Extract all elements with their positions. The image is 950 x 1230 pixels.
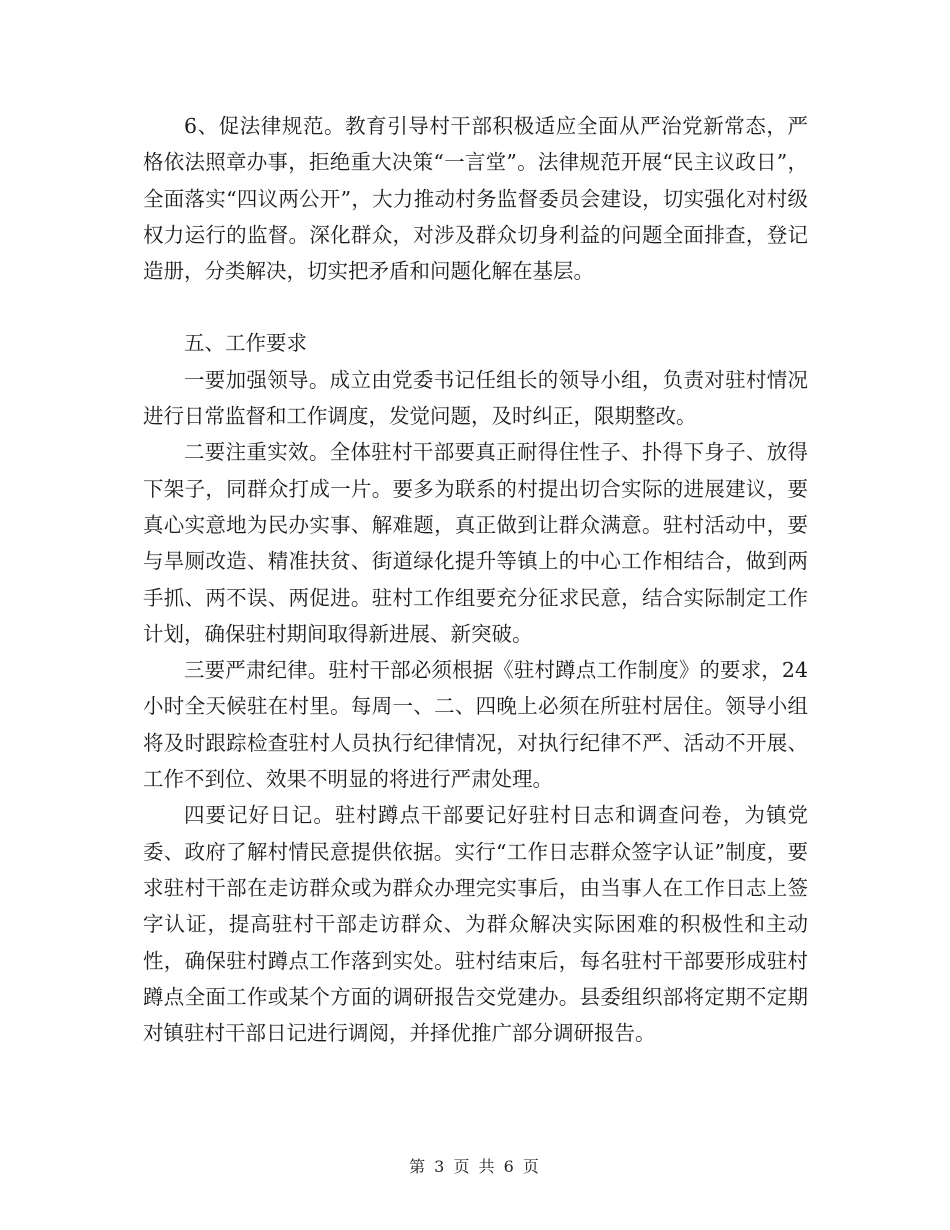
paragraph-effectiveness: 二要注重实效。全体驻村干部要真正耐得住性子、扑得下身子、放得下架子，同群众打成一片。要多为联系的村提出切合实际的进展建议，要真心实意地为民办实事、解难题，真正做到让群众满意。驻村活动中，要与旱厕改造、精准扶贫、街道绿化提升等镇上的中心工作相结合，做到两手抓、两不误、两促进。驻村工作组要充分征求民意，结合实际制定工作计划，确保驻村期间取得新进展、新突破。 — [143, 440, 808, 646]
paragraph-gap — [143, 289, 808, 325]
paragraph-leadership: 一要加强领导。成立由党委书记任组长的领导小组，负责对驻村情况进行日常监督和工作调度，发觉问题，及时纠正，限期整改。 — [143, 367, 808, 429]
paragraph-discipline: 三要严肃纪律。驻村干部必须根据《驻村蹲点工作制度》的要求，24小时全天候驻在村里。每周一、二、四晚上必须在所驻村居住。领导小组将及时跟踪检查驻村人员执行纪律情况，对执行纪律不严、活动不开展、工作不到位、效果不明显的将进行严肃处理。 — [143, 658, 808, 792]
document-body — [143, 108, 808, 1051]
paragraph-law-standard: 6、促法律规范。教育引导村干部积极适应全面从严治党新常态，严格依法照章办事，拒绝重大决策“一言堂”。法律规范开展“民主议政日”，全面落实“四议两公开”，大力推动村务监督委员会建设，切实强化对村级权力运行的监督。深化群众，对涉及群众切身利益的问题全面排查，登记造册，分类解决，切实把矛盾和问题化解在基层。 — [143, 114, 808, 284]
section-heading: 五、工作要求 — [184, 331, 307, 356]
page-number-footer: 第 3 页 共 6 页 — [409, 1157, 541, 1176]
paragraph-diary: 四要记好日记。驻村蹲点干部要记好驻村日志和调查问卷，为镇党委、政府了解村情民意提供依据。实行“工作日志群众签字认证”制度，要求驻村干部在走访群众或为群众办理完实事后，由当事人在工作日志上签字认证，提高驻村干部走访群众、为群众解决实际困难的积极性和主动性，确保驻村蹲点工作落到实处。驻村结束后，每名驻村干部要形成驻村蹲点全面工作或某个方面的调研报告交党建办。县委组织部将定期不定期对镇驻村干部日记进行调阅，并择优推广部分调研报告。 — [143, 803, 808, 1046]
